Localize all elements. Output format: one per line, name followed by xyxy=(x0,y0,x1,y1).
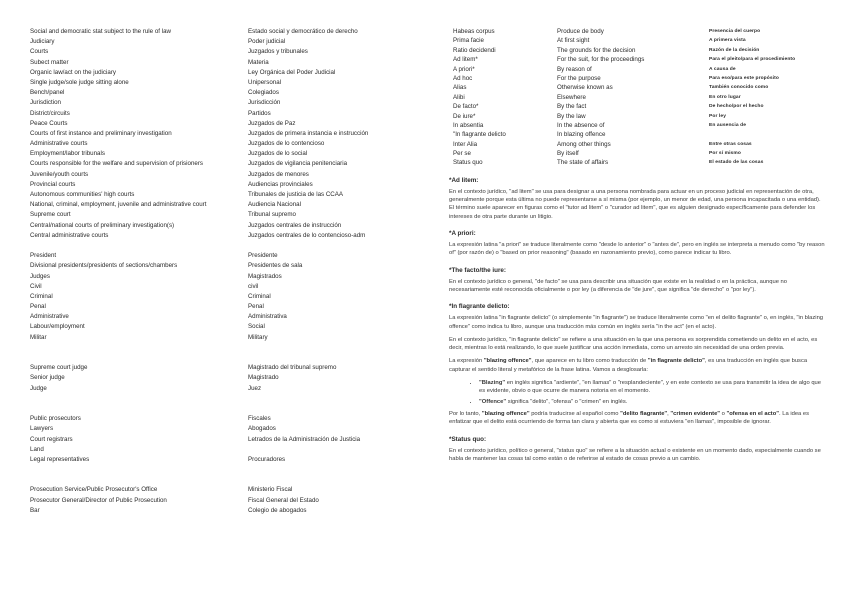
glossary-row xyxy=(30,88,430,98)
spanish-term: Juez xyxy=(248,384,262,392)
spanish-meaning: De hecho/por el hecho xyxy=(709,104,764,110)
section-in-flagrante xyxy=(449,302,827,426)
spanish-term: Magistrado del tribunal supremo xyxy=(248,364,337,372)
glossary-row xyxy=(30,98,430,108)
latin-row xyxy=(449,46,827,55)
english-meaning: Produce de body xyxy=(557,28,604,35)
glossary-row xyxy=(30,221,430,231)
list-item: • "Offence" significa "delito", "ofensa" o "crimen" en inglés. xyxy=(479,398,827,406)
glossary-row xyxy=(30,149,430,159)
paragraph: En el contexto jurídico o general, "de facto" se usa para describir una situación que existe en la realidad o en la práctica, aunque no necesariamente esté reconocida oficialmente o por ley (a diferencia de "de jure", que significa "de derecho" o "por ley"). xyxy=(449,278,787,293)
latin-term: De facto* xyxy=(453,103,479,111)
section-title: *Ad litem: xyxy=(449,176,479,184)
paragraph: La expresión latina "a priori" se traduce literalmente como "desde lo anterior" o "antes de", pero en inglés se interpreta a menudo como "by reason of" (por razón de) o "based on prior reasoning" (basado en razonamiento previo), como parece indicar tu libro. xyxy=(449,242,825,257)
glossary-row xyxy=(30,170,430,180)
spanish-meaning: Razón de la decisión xyxy=(709,47,760,53)
english-term: Courts responsible for the welfare and supervision of prisioners xyxy=(30,160,203,168)
english-term: Labour/employment xyxy=(30,323,85,331)
english-meaning: Otherwise known as xyxy=(557,84,613,92)
english-term: Public prosecutors xyxy=(30,415,81,423)
row-spacer xyxy=(30,394,430,414)
english-term: Judges xyxy=(30,272,50,280)
english-term: Supreme court xyxy=(30,211,71,219)
paragraph: En el contexto jurídico, "ad litem" se usa para designar a una persona nombrada para actuar en un proceso judicial en representación de otra, generalmente porque esta última no puede representarse a sí misma (por ejemplo, un menor de edad, una persona incapacitada o una entidad). El término suele aparecer en figuras como el "tutor ad litem" o "curador ad litem", que es alguien designado específicamente para defender los intereses de otra parte durante un litigio. xyxy=(449,188,821,220)
glossary-row xyxy=(30,129,430,139)
latin-term: Ad hoc xyxy=(453,74,473,82)
english-term: Penal xyxy=(30,303,46,311)
row-spacer xyxy=(30,343,430,363)
right-column xyxy=(449,27,827,468)
list-item: • "Blazing" en inglés significa "ardiente", "en llamas" o "resplandeciente", y en este contexto se usa para transmitir la idea de algo que es evidente, obvio o que ocurre de manera notoria en el momento. xyxy=(479,379,827,396)
latin-expressions-table xyxy=(449,27,827,168)
spanish-meaning: El estado de las cosas xyxy=(709,160,764,166)
glossary-row xyxy=(30,455,430,465)
english-term: Prosecution Service/Public Prosecutor's Office xyxy=(30,486,158,494)
latin-row xyxy=(449,130,827,139)
spanish-term: Juzgados centrales de lo contencioso-adm xyxy=(248,231,366,239)
spanish-term: Magistrado xyxy=(248,374,279,382)
spanish-term: Colegiados xyxy=(248,89,279,97)
glossary-row xyxy=(30,159,430,169)
glossary-row xyxy=(30,312,430,322)
english-meaning: By itself xyxy=(557,150,579,158)
latin-term: Habeas corpus xyxy=(453,28,495,35)
spanish-meaning: A primera vista xyxy=(709,38,746,44)
spanish-term: Ministerio Fiscal xyxy=(248,486,293,494)
english-term: Central administrative courts xyxy=(30,231,109,239)
legal-glossary-table xyxy=(30,27,430,516)
paragraph: En el contexto jurídico, político o general, "status quo" se refiere a la situación actual o existente en un momento dado, especialmente cuando se habla de mantener las cosas tal como están o de referirse al estado de cosas previo a un cambio. xyxy=(449,447,821,462)
spanish-term: Juzgados de vigilancia penitenciaria xyxy=(248,160,348,168)
row-spacer xyxy=(30,465,430,485)
english-term: Legal representatives xyxy=(30,455,90,463)
spanish-term: Partidos xyxy=(248,109,271,117)
latin-term: Status quo xyxy=(453,159,483,167)
english-term: Lawyers xyxy=(30,425,54,433)
latin-row xyxy=(449,158,827,167)
latin-term: Inter Alia xyxy=(453,140,478,148)
english-meaning: At first sight xyxy=(557,37,590,45)
latin-row xyxy=(449,55,827,64)
english-term: Juvenile/youth courts xyxy=(30,170,89,178)
spanish-meaning: En ausencia de xyxy=(709,122,747,128)
spanish-meaning xyxy=(709,130,827,139)
english-term: Bar xyxy=(30,506,40,514)
spanish-meaning: Por ley xyxy=(709,113,727,119)
spanish-term: Presidente xyxy=(248,252,278,260)
spanish-meaning: Por sí mismo xyxy=(709,151,741,157)
glossary-row xyxy=(30,485,430,495)
glossary-row xyxy=(30,68,430,78)
latin-term: Alibi xyxy=(453,93,465,101)
english-term: Peace Courts xyxy=(30,119,68,127)
spanish-term: Juzgados y tribunales xyxy=(248,48,308,56)
english-term: Jurisdiction xyxy=(30,99,61,107)
english-term: Criminal xyxy=(30,292,53,300)
spanish-term: Procuradores xyxy=(248,455,286,463)
glossary-row xyxy=(30,27,430,37)
spanish-term: Juzgados de Paz xyxy=(248,119,296,127)
glossary-row xyxy=(30,210,430,220)
glossary-row xyxy=(30,190,430,200)
section-ad-litem xyxy=(449,176,827,221)
spanish-term xyxy=(248,445,430,455)
latin-row xyxy=(449,36,827,45)
spanish-term: Materia xyxy=(248,58,269,66)
spanish-term: Juzgados de menores xyxy=(248,170,309,178)
spanish-term: Ley Orgánica del Poder Judicial xyxy=(248,68,336,76)
latin-term: "In flagrante delicto xyxy=(453,131,506,139)
spanish-meaning: Para el pleito/para el procedimiento xyxy=(709,57,796,63)
section-title: *The facto/the iure: xyxy=(449,266,507,274)
glossary-row xyxy=(30,58,430,68)
paragraph: Por lo tanto, "blazing offence" podría traducirse al español como "delito flagrante", "crimen evidente" o "ofensa en el acto". La idea es enfatizar que el delito está ocurriendo de forma tan clara y abierta que es como si estuviera "en llamas", imposible de ignorar. xyxy=(449,410,810,426)
glossary-row xyxy=(30,506,430,516)
spanish-meaning: También conocido como xyxy=(709,85,769,91)
latin-term: Ratio decidendi xyxy=(453,46,496,54)
spanish-term: Administrativa xyxy=(248,313,287,321)
english-term: Divisional presidents/presidents of sections/chambers xyxy=(30,262,178,270)
glossary-row xyxy=(30,414,430,424)
english-term: District/circuits xyxy=(30,109,70,117)
glossary-row xyxy=(30,78,430,88)
english-term: Judge xyxy=(30,384,47,392)
english-meaning: For the purpose xyxy=(557,74,601,82)
glossary-row xyxy=(30,282,430,292)
section-status-quo xyxy=(449,435,827,464)
english-meaning: In the absence of xyxy=(557,121,605,129)
latin-term: Ad litem* xyxy=(453,56,478,64)
english-term: Bench/panel xyxy=(30,89,65,97)
latin-row xyxy=(449,112,827,121)
glossary-row xyxy=(30,119,430,129)
spanish-term: Colegio de abogados xyxy=(248,506,307,514)
section-title: *In flagrante delicto: xyxy=(449,303,510,311)
english-term: Prosecutor General/Director of Public Prosecution xyxy=(30,496,167,504)
english-term: Social and democratic stat subject to the rule of law xyxy=(30,28,172,35)
english-term: National, criminal, employment, juvenile and administrative court xyxy=(30,201,207,209)
spanish-term: Abogados xyxy=(248,425,276,433)
glossary-row xyxy=(30,139,430,149)
english-meaning: In blazing offence xyxy=(557,131,606,139)
glossary-row xyxy=(30,251,430,261)
glossary-row xyxy=(30,322,430,332)
glossary-row xyxy=(30,180,430,190)
english-term: Courts of first instance and preliminary investigation xyxy=(30,129,172,137)
english-meaning: The state of affairs xyxy=(557,159,609,167)
glossary-row xyxy=(30,261,430,271)
latin-row xyxy=(449,102,827,111)
bullet-list xyxy=(449,379,827,406)
glossary-row xyxy=(30,231,430,241)
english-meaning: Elsewhere xyxy=(557,93,586,101)
section-title: *Status quo: xyxy=(449,435,487,443)
glossary-row xyxy=(30,333,430,343)
glossary-row xyxy=(30,424,430,434)
english-term: President xyxy=(30,252,57,260)
spanish-term: Criminal xyxy=(248,292,271,300)
english-term: Supreme court judge xyxy=(30,364,88,372)
english-term: Employment/labor tribunals xyxy=(30,150,105,158)
spanish-meaning: Para eso/para este propósito xyxy=(709,75,779,81)
spanish-term: Juzgados centrales de instrucción xyxy=(248,221,342,229)
english-term: Courts xyxy=(30,48,49,56)
glossary-row xyxy=(30,200,430,210)
latin-term: Prima facie xyxy=(453,37,484,45)
spanish-term: Presidentes de sala xyxy=(248,262,303,270)
spanish-term: Audiencias provinciales xyxy=(248,180,313,188)
section-title: *A priori: xyxy=(449,230,476,238)
english-term: Single judge/sole judge sitting alone xyxy=(30,78,129,86)
glossary-row xyxy=(30,109,430,119)
glossary-row xyxy=(30,373,430,383)
latin-row xyxy=(449,74,827,83)
glossary-row xyxy=(30,445,430,455)
spanish-term: Unipersonal xyxy=(248,78,282,86)
english-term: Militar xyxy=(30,333,47,341)
english-meaning: The grounds for the decision xyxy=(557,46,636,54)
spanish-meaning: Entre otras cosas xyxy=(709,141,752,147)
spanish-term: Penal xyxy=(248,303,264,311)
english-term: Civil xyxy=(30,282,42,290)
section-a-priori xyxy=(449,229,827,258)
english-term: Administrative courts xyxy=(30,140,88,148)
spanish-meaning: Presencia del cuerpo xyxy=(709,29,761,34)
english-term: Central/national courts of preliminary investigation(s) xyxy=(30,221,175,229)
spanish-term: Jurisdicción xyxy=(248,99,281,107)
english-meaning: For the suit, for the proceedings xyxy=(557,56,645,64)
section-de-facto xyxy=(449,266,827,295)
spanish-term: Fiscales xyxy=(248,415,271,423)
spanish-term: Social xyxy=(248,323,265,331)
latin-row xyxy=(449,149,827,158)
english-term: Senior judge xyxy=(30,374,65,382)
glossary-row xyxy=(30,37,430,47)
spanish-term: Magistrados xyxy=(248,272,282,280)
spanish-meaning: A causa de xyxy=(709,66,736,72)
paragraph: La expresión "blazing offence", que aparece en tu libro como traducción de "in flagrante delicto", es una traducción en inglés que busca capturar el sentido literal y metafórico de la frase latina. Vamos a desglosarla: xyxy=(449,358,808,373)
glossary-row xyxy=(30,292,430,302)
spanish-term: Audiencia Nacional xyxy=(248,201,301,209)
spanish-term: Juzgados de primera instancia e instrucción xyxy=(248,129,369,137)
spanish-term: Letrados de la Administración de Justicia xyxy=(248,435,361,443)
spanish-term: Fiscal General del Estado xyxy=(248,496,319,504)
spanish-term: Military xyxy=(248,333,268,341)
latin-term: In absentia xyxy=(453,121,484,129)
latin-term: Per se xyxy=(453,150,471,158)
english-term: Organic law/act on the judiciary xyxy=(30,68,116,76)
latin-row xyxy=(449,93,827,102)
english-term: Provincial courts xyxy=(30,180,76,188)
english-term: Autonomous communities' high courts xyxy=(30,191,135,198)
latin-term: Alias xyxy=(453,84,467,92)
spanish-term: Juzgados de lo contencioso xyxy=(248,140,325,148)
spanish-meaning: En otro lugar xyxy=(709,94,741,100)
english-term: Administrative xyxy=(30,313,69,321)
latin-row xyxy=(449,121,827,130)
spanish-term: Tribunal supremo xyxy=(248,211,296,219)
spanish-term: Tribunales de justicia de las CCAA xyxy=(248,191,344,198)
english-meaning: By the law xyxy=(557,112,586,120)
spanish-term: Estado social y democrático de derecho xyxy=(248,28,358,35)
spanish-term: civil xyxy=(248,282,259,290)
english-meaning: By reason of xyxy=(557,65,592,73)
paragraph: La expresión latina "in flagrante delicto" (o simplemente "in flagrante") se traduce literalmente como "en el delito flagrante" o, en inglés, "in blazing offence" como indica tu libro, aunque una traducción más común en inglés sería "in the act" (en el acto). xyxy=(449,315,824,330)
english-term: Land xyxy=(30,445,44,453)
glossary-row xyxy=(30,384,430,394)
glossary-row xyxy=(30,272,430,282)
english-term: Subect matter xyxy=(30,58,69,66)
latin-term: A priori* xyxy=(453,65,475,73)
latin-term: De iure* xyxy=(453,112,476,120)
glossary-row xyxy=(30,496,430,506)
english-meaning: Among other things xyxy=(557,140,611,148)
paragraph: En el contexto jurídico, "in flagrante delicto" se refiere a una situación en la que una persona es sorprendida cometiendo un delito en el acto, es decir, mientras lo está realizando, lo que suele justificar una acción inmediata, como un arresto sin necesidad de una orden previa. xyxy=(449,336,818,352)
english-term: Court registrars xyxy=(30,435,73,443)
glossary-row xyxy=(30,302,430,312)
glossary-row xyxy=(30,363,430,373)
glossary-row xyxy=(30,435,430,445)
spanish-term: Poder judicial xyxy=(248,38,286,46)
latin-row xyxy=(449,65,827,74)
english-term: Judiciary xyxy=(30,38,55,46)
latin-row xyxy=(449,83,827,92)
latin-row xyxy=(449,140,827,149)
english-meaning: By the fact xyxy=(557,103,587,111)
glossary-row xyxy=(30,47,430,57)
spanish-term: Juzgados de lo social xyxy=(248,150,308,158)
latin-row xyxy=(449,27,827,36)
row-spacer xyxy=(30,241,430,251)
